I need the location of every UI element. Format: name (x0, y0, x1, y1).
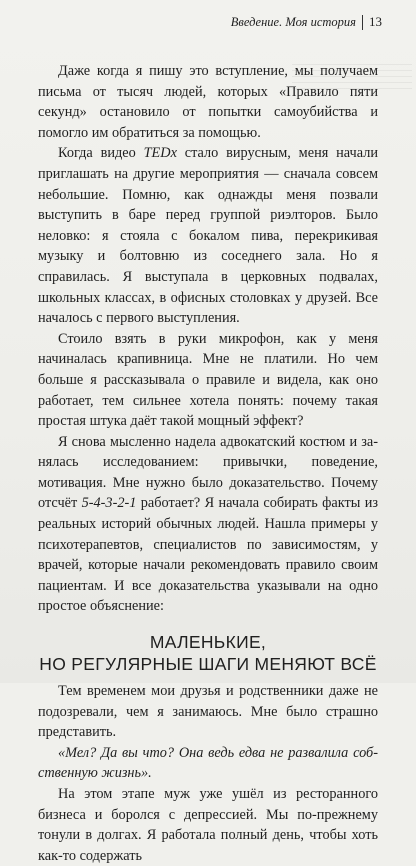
paragraph-2 (38, 143, 378, 328)
paragraph-3: Стоило взять в руки микрофон, как у меня начиналась крапивница. Мне не платили. Но чем больше я рассказывала о правиле и видела, как оно работает, тем сильнее хотела понять: почему такая простая штука даёт такой мощный эффект? (38, 330, 378, 430)
paragraph-5: Тем временем мои друзья и родственники даже не подозревали, чем я занимаюсь. Мне было страшно представить. (38, 683, 378, 741)
running-header (231, 14, 382, 30)
paragraph-7: На этом этапе муж уже ушёл из ресторанного бизнеса и боролся с депрессией. Мы по-прежнему тонули в долгах. Я работала полный день, чтобы хоть как-то содержать (38, 786, 378, 864)
section-heading-line-1: МАЛЕНЬКИЕ, (149, 632, 267, 653)
paragraph-4 (38, 432, 378, 617)
paragraph-1: Даже когда я пишу это вступление, мы получаем письма от тысяч людей, которых «Правило пяти секунд» остановило от попытки самоубийства и помогло им обратиться за помощью. (38, 63, 378, 141)
header-divider (362, 15, 363, 30)
paragraph-2-rest: стало вирусным, меня начали приглашать на другие мероприятия — сначала совсем небольшие. Помню, как однажды меня позвали выступить в баре перед группой риэлторов. Было неловко: я стояла с бокалом пива, перекрикивая музыку и болтовню из соседнего зала. Но я справилась. Я выступала в церковных подвалах, школьных классах, в офисных столовках у друзей. Все началось с первого выступления. (38, 145, 379, 327)
paragraph-4-rest: работает? Я начала собирать факты из реальных историй обычных людей. Нашла примеры у психотерапевтов, специалистов по зависимостям, у врачей, которые начали рекомендовать правило своим пациентам. И все доказательства указывали на одно простое объяснение: (38, 495, 378, 615)
quote-paragraph: «Мел? Да вы что? Она ведь едва не развалила собственную жизнь». (38, 744, 378, 782)
paragraph-4-emphasis: 5-4-3-2-1 (81, 495, 137, 512)
body-text (38, 61, 378, 866)
paragraph-2-lead: Когда видео (58, 145, 144, 162)
section-heading (38, 631, 378, 675)
page-number: 13 (369, 14, 382, 29)
paragraph-4-lead: Я снова мысленно надела адвокатский костюм и занялась исследованием: привычки, поведение, мотивация. Мне нужно было доказательство. Почему отсчёт (38, 433, 378, 512)
paragraph-2-emphasis: TEDx (143, 145, 177, 162)
section-heading-line-2: НО РЕГУЛЯРНЫЕ ШАГИ МЕНЯЮТ ВСЁ (39, 654, 377, 675)
section-title: Введение. Моя история (230, 15, 356, 29)
